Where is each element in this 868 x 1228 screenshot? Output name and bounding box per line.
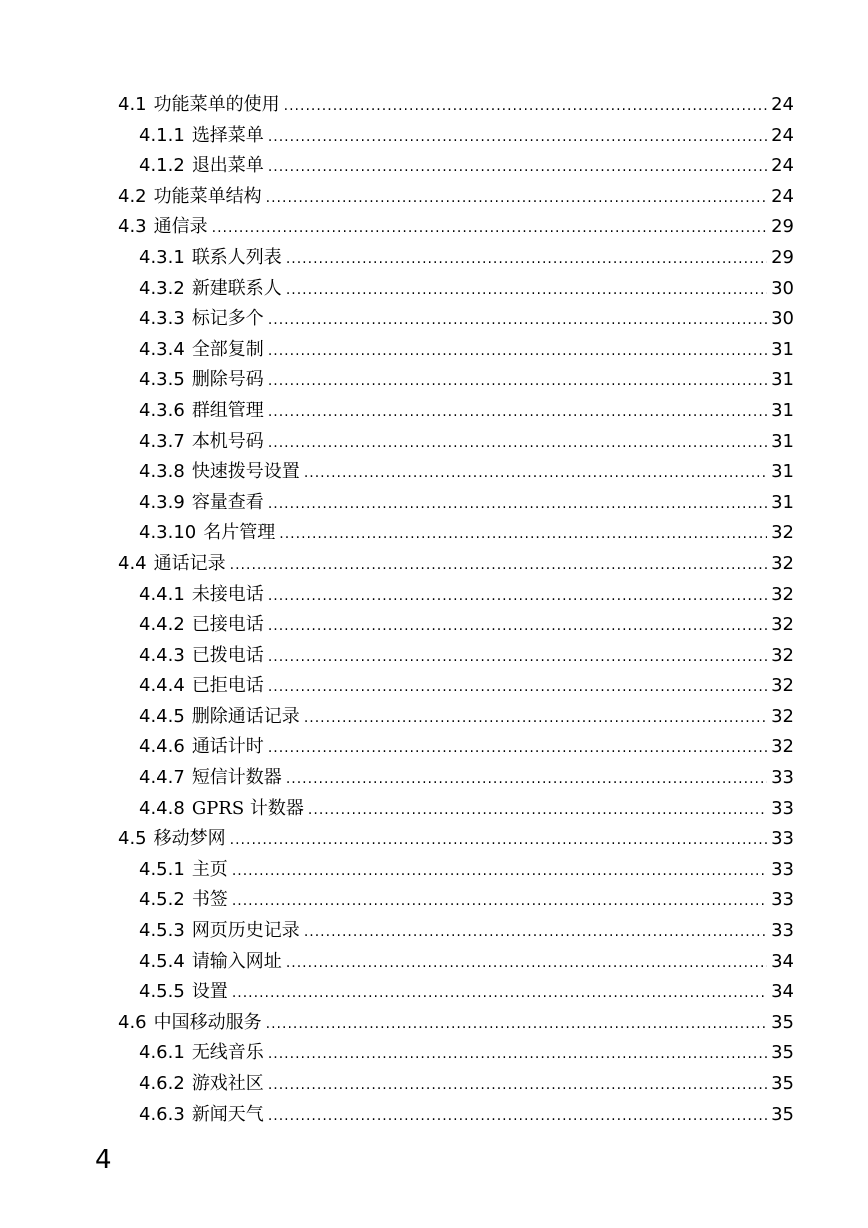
toc-entry-number: 4.3.2: [139, 277, 185, 299]
toc-entry[interactable]: [118, 855, 794, 886]
toc-entry-number: 4.3.8: [139, 461, 185, 483]
toc-entry-number: 4.3.9: [139, 491, 185, 513]
toc-leader-dots: [268, 1101, 767, 1132]
toc-entry[interactable]: [118, 396, 794, 427]
toc-entry-page: 31: [771, 461, 794, 483]
toc-leader-dots: [279, 519, 767, 550]
toc-entry[interactable]: [118, 671, 794, 702]
toc-entry-title: 游戏社区: [191, 1073, 264, 1094]
toc-entry[interactable]: [118, 641, 794, 672]
toc-leader-dots: [268, 581, 767, 612]
toc-leader-dots: [304, 458, 767, 489]
toc-entry[interactable]: [118, 1069, 794, 1100]
toc-entry-title: 功能菜单结构: [153, 185, 262, 207]
toc-entry-number: 4.4.1: [139, 583, 185, 605]
toc-entry-title: 删除通话记录: [191, 705, 300, 727]
toc-entry[interactable]: [118, 580, 794, 611]
toc-leader-dots: [268, 489, 767, 520]
toc-leader-dots: [212, 213, 767, 244]
toc-entry[interactable]: [118, 304, 794, 335]
toc-leader-dots: [308, 795, 767, 826]
toc-leader-dots: [268, 642, 767, 673]
toc-entry-number: 4.6.1: [139, 1042, 185, 1064]
toc-entry-title: 群组管理: [191, 399, 264, 421]
toc-entry-title: 名片管理: [203, 522, 276, 544]
toc-entry-title: 短信计数器: [191, 767, 282, 789]
toc-entry-page: 30: [771, 308, 794, 330]
toc-entry-title: 网页历史记录: [191, 920, 300, 942]
toc-leader-dots: [304, 703, 767, 734]
toc-entry[interactable]: [118, 947, 794, 978]
toc-entry[interactable]: [118, 1038, 794, 1069]
toc-leader-dots: [232, 978, 767, 1009]
toc-entry-number: 4.6: [118, 1011, 147, 1033]
toc-entry-number: 4.4.4: [139, 675, 185, 697]
toc-entry-title: 已拒电话: [191, 675, 264, 697]
toc-entry[interactable]: [118, 732, 794, 763]
toc-leader-dots: [266, 1009, 767, 1040]
toc-entry-page: 30: [771, 277, 794, 299]
toc-leader-dots: [286, 948, 767, 979]
toc-entry-title: 通话计时: [191, 736, 264, 758]
toc-entry-number: 4.4: [118, 552, 147, 574]
toc-entry-title: 移动梦网: [153, 828, 226, 850]
toc-entry-page: 31: [771, 369, 794, 391]
toc-entry[interactable]: [118, 488, 794, 519]
toc-entry[interactable]: [118, 365, 794, 396]
toc-entry-number: 4.6.3: [139, 1103, 185, 1125]
toc-entry-number: 4.1: [118, 94, 147, 115]
toc-entry-page: 32: [771, 736, 794, 758]
toc-leader-dots: [230, 825, 767, 856]
toc-entry-number: 4.4.6: [139, 736, 185, 758]
toc-entry-title: 全部复制: [191, 338, 264, 360]
toc-entry-number: 4.3.1: [139, 246, 185, 268]
toc-entry-number: 4.5.5: [139, 981, 185, 1003]
toc-entry-number: 4.6.2: [139, 1073, 185, 1094]
toc-entry-page: 24: [771, 155, 794, 177]
toc-entry[interactable]: [118, 151, 794, 182]
toc-leader-dots: [286, 275, 767, 306]
toc-entry-title: 已拨电话: [191, 644, 264, 666]
toc-entry-page: 32: [771, 675, 794, 697]
toc-leader-dots: [268, 305, 767, 336]
toc-entry-page: 34: [771, 981, 794, 1003]
toc-leader-dots: [268, 428, 767, 459]
toc-leader-dots: [268, 672, 767, 703]
toc-entry-page: 29: [771, 246, 794, 268]
toc-entry-page: 31: [771, 338, 794, 360]
toc-leader-dots: [232, 886, 767, 917]
toc-entry-number: 4.3.3: [139, 308, 185, 330]
toc-entry-page: 24: [771, 185, 794, 207]
toc-entry-number: 4.3.10: [139, 522, 197, 544]
toc-entry-number: 4.4.2: [139, 614, 185, 636]
toc-entry-number: 4.1.1: [139, 124, 185, 146]
toc-entry-title: 联系人列表: [191, 246, 282, 268]
toc-entry-title: 本机号码: [191, 430, 264, 452]
toc-entry-title: 中国移动服务: [153, 1011, 262, 1033]
toc-leader-dots: [232, 856, 767, 887]
toc-entry[interactable]: [118, 1100, 794, 1131]
toc-entry-title: 退出菜单: [191, 155, 264, 177]
toc-leader-dots: [268, 122, 767, 153]
toc-leader-dots: [268, 336, 767, 367]
toc-entry[interactable]: [118, 274, 794, 305]
toc-entry-number: 4.5.1: [139, 858, 185, 880]
toc-entry[interactable]: [118, 243, 794, 274]
toc-entry[interactable]: [118, 90, 794, 121]
toc-entry-title: 删除号码: [191, 369, 264, 391]
toc-entry-page: 33: [771, 920, 794, 942]
toc-entry-title: 容量查看: [191, 491, 264, 513]
toc-entry[interactable]: [118, 518, 794, 549]
toc-leader-dots: [286, 244, 767, 275]
toc-entry-title: 功能菜单的使用: [153, 94, 280, 115]
toc-entry-number: 4.4.3: [139, 644, 185, 666]
toc-entry-page: 33: [771, 797, 794, 819]
toc-entry-page: 33: [771, 858, 794, 880]
toc-entry-number: 4.3.6: [139, 399, 185, 421]
page-number: 4: [95, 1145, 112, 1175]
toc-entry[interactable]: [118, 212, 794, 243]
toc-entry-number: 4.5.2: [139, 889, 185, 911]
toc-entry-page: 33: [771, 889, 794, 911]
toc-entry-number: 4.5: [118, 828, 147, 850]
toc-entry-page: 32: [771, 705, 794, 727]
toc-leader-dots: [266, 183, 767, 214]
toc-entry-title: 无线音乐: [191, 1042, 264, 1064]
toc-leader-dots: [286, 764, 767, 795]
toc-entry-number: 4.4.8: [139, 797, 185, 819]
toc-entry-title: 设置: [191, 981, 228, 1003]
toc-leader-dots: [268, 152, 767, 183]
toc-entry-number: 4.2: [118, 185, 147, 207]
toc-entry-page: 24: [771, 124, 794, 146]
toc-entry-title: 书签: [191, 889, 228, 911]
toc-entry-number: 4.1.2: [139, 155, 185, 177]
toc-entry[interactable]: [118, 1008, 794, 1039]
toc-entry-page: 33: [771, 767, 794, 789]
toc-entry-number: 4.5.3: [139, 920, 185, 942]
toc-entry[interactable]: [118, 824, 794, 855]
toc-entry-page: 32: [771, 552, 794, 574]
toc-entry-title: 新建联系人: [191, 277, 282, 299]
toc-entry-title: 新闻天气: [191, 1103, 264, 1125]
toc-entry-number: 4.3.7: [139, 430, 185, 452]
toc-entry-page: 35: [771, 1042, 794, 1064]
toc-entry-page: 32: [771, 522, 794, 544]
toc-entry-title: GPRS 计数器: [191, 797, 304, 819]
toc-entry-page: 32: [771, 583, 794, 605]
toc-leader-dots: [230, 550, 767, 581]
toc-entry[interactable]: [118, 335, 794, 366]
toc-entry-page: 31: [771, 430, 794, 452]
toc-entry-number: 4.4.7: [139, 767, 185, 789]
toc-entry-title: 快速拨号设置: [191, 461, 300, 483]
toc-entry[interactable]: [118, 916, 794, 947]
toc-entry-number: 4.4.5: [139, 705, 185, 727]
toc-leader-dots: [268, 733, 767, 764]
toc-entry-title: 未接电话: [191, 583, 264, 605]
toc-leader-dots: [268, 1070, 767, 1101]
toc-entry-title: 已接电话: [191, 614, 264, 636]
toc-entry[interactable]: [118, 977, 794, 1008]
table-of-contents: [118, 90, 794, 1130]
toc-entry-page: 24: [771, 94, 794, 115]
toc-entry-page: 33: [771, 828, 794, 850]
toc-leader-dots: [268, 1039, 767, 1070]
toc-entry-title: 通话记录: [153, 552, 226, 574]
toc-entry-title: 主页: [191, 858, 228, 880]
toc-entry-page: 35: [771, 1011, 794, 1033]
toc-entry[interactable]: [118, 121, 794, 152]
toc-entry-title: 请输入网址: [191, 950, 282, 972]
toc-entry-page: 35: [771, 1103, 794, 1125]
toc-entry-title: 标记多个: [191, 308, 264, 330]
toc-entry-number: 4.3.5: [139, 369, 185, 391]
toc-leader-dots: [304, 917, 767, 948]
toc-entry[interactable]: [118, 610, 794, 641]
toc-leader-dots: [268, 366, 767, 397]
toc-entry-number: 4.3.4: [139, 338, 185, 360]
toc-entry-title: 通信录: [153, 216, 208, 238]
toc-entry[interactable]: [118, 427, 794, 458]
toc-leader-dots: [284, 91, 767, 122]
toc-entry[interactable]: [118, 763, 794, 794]
toc-entry-page: 35: [771, 1073, 794, 1094]
toc-entry-page: 32: [771, 614, 794, 636]
toc-entry[interactable]: [118, 549, 794, 580]
toc-entry-page: 29: [771, 216, 794, 238]
toc-entry-title: 选择菜单: [191, 124, 264, 146]
toc-leader-dots: [268, 397, 767, 428]
toc-entry[interactable]: [118, 794, 794, 825]
toc-entry[interactable]: [118, 702, 794, 733]
toc-entry-number: 4.3: [118, 216, 147, 238]
toc-entry-page: 34: [771, 950, 794, 972]
toc-entry-number: 4.5.4: [139, 950, 185, 972]
toc-leader-dots: [268, 611, 767, 642]
toc-entry[interactable]: [118, 457, 794, 488]
toc-entry[interactable]: [118, 182, 794, 213]
toc-entry-page: 31: [771, 399, 794, 421]
toc-entry-page: 31: [771, 491, 794, 513]
toc-entry-page: 32: [771, 644, 794, 666]
toc-entry[interactable]: [118, 885, 794, 916]
